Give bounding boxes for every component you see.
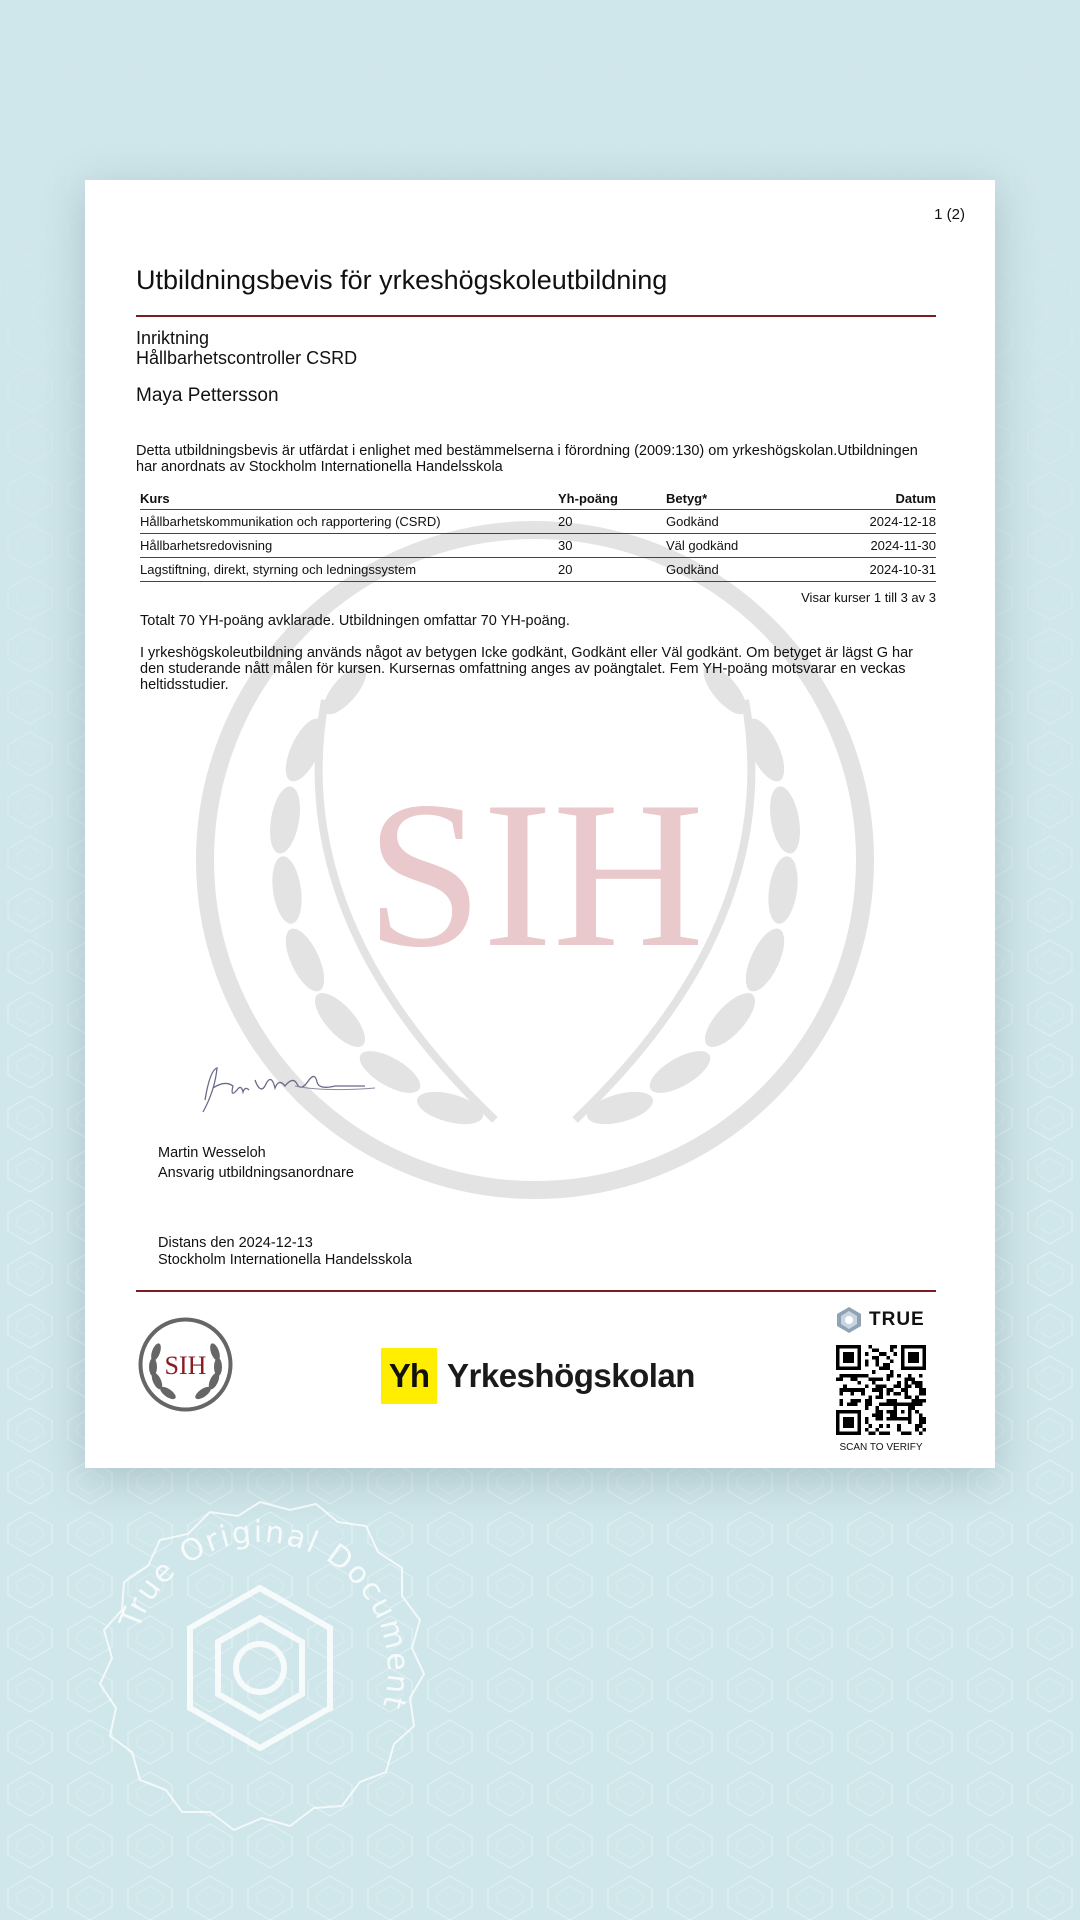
document-title: Utbildningsbevis för yrkeshögskoleutbildning xyxy=(136,265,668,295)
course-grade: Väl godkänd xyxy=(666,534,816,558)
course-date: 2024-12-18 xyxy=(816,510,936,534)
qr-code-icon[interactable] xyxy=(836,1345,926,1435)
direction-value: Hållbarhetscontroller CSRD xyxy=(136,348,358,368)
course-points: 20 xyxy=(558,510,666,534)
svg-text:SIH: SIH xyxy=(365,759,705,991)
signer-name: Martin Wesseloh xyxy=(158,1145,266,1161)
showing-count: Visar kurser 1 till 3 av 3 xyxy=(801,590,936,605)
direction-label: Inriktning xyxy=(136,328,210,348)
page-number: 1 (2) xyxy=(934,206,965,223)
issue-date: Distans den 2024-12-13 xyxy=(158,1235,313,1251)
scan-to-verify: SCAN TO VERIFY xyxy=(839,1442,923,1453)
header-grade: Betyg* xyxy=(666,488,816,510)
table-row xyxy=(140,534,936,558)
svg-text:True Original Document: True Original Document xyxy=(112,1514,416,1714)
yh-logo-box: Yh xyxy=(381,1348,437,1404)
courses-table xyxy=(140,488,936,582)
course-name: Lagstiftning, direkt, styrning och ledningssystem xyxy=(140,558,558,582)
certificate-page xyxy=(85,180,995,1468)
header-points: Yh-poäng xyxy=(558,488,666,510)
footer-divider xyxy=(136,1290,936,1292)
course-points: 30 xyxy=(558,534,666,558)
true-hexagon-icon xyxy=(835,1306,863,1334)
grading-note: I yrkeshögskoleutbildning används något av betygen Icke godkänt, Godkänt eller Väl godkänt. Om betyget är lägst G har den studerande nått målen för kursen. Kursernas omfattning anges av poängtalet. Fem YH-poäng motsvarar en veckas heltidsstudier. xyxy=(140,645,913,693)
course-name: Hållbarhetskommunikation och rapportering (CSRD) xyxy=(140,510,558,534)
table-row xyxy=(140,558,936,582)
course-grade: Godkänd xyxy=(666,558,816,582)
sih-logo-icon xyxy=(138,1317,233,1412)
signature-icon xyxy=(185,1050,385,1120)
title-divider xyxy=(136,315,936,317)
table-row xyxy=(140,510,936,534)
header-course: Kurs xyxy=(140,488,558,510)
course-date: 2024-11-30 xyxy=(816,534,936,558)
yh-logo xyxy=(381,1348,695,1404)
true-brand xyxy=(835,1306,925,1334)
student-name: Maya Pettersson xyxy=(136,385,279,406)
course-grade: Godkänd xyxy=(666,510,816,534)
yh-logo-text: Yrkeshögskolan xyxy=(447,1357,695,1394)
svg-text:SIH: SIH xyxy=(164,1351,207,1380)
course-date: 2024-10-31 xyxy=(816,558,936,582)
true-original-seal-icon xyxy=(80,1490,440,1850)
total-points: Totalt 70 YH-poäng avklarade. Utbildningen omfattar 70 YH-poäng. xyxy=(140,613,570,629)
issue-school: Stockholm Internationella Handelsskola xyxy=(158,1252,412,1268)
course-name: Hållbarhetsredovisning xyxy=(140,534,558,558)
signer-role: Ansvarig utbildningsanordnare xyxy=(158,1165,354,1181)
true-brand-text: TRUE xyxy=(869,1309,925,1330)
table-header-row xyxy=(140,488,936,510)
course-points: 20 xyxy=(558,558,666,582)
header-date: Datum xyxy=(816,488,936,510)
intro-text: Detta utbildningsbevis är utfärdat i enlighet med bestämmelserna i förordning (2009:130) om yrkeshögskolan.Utbildningen har anordnats av Stockholm Internationella Handelsskola xyxy=(136,443,918,475)
